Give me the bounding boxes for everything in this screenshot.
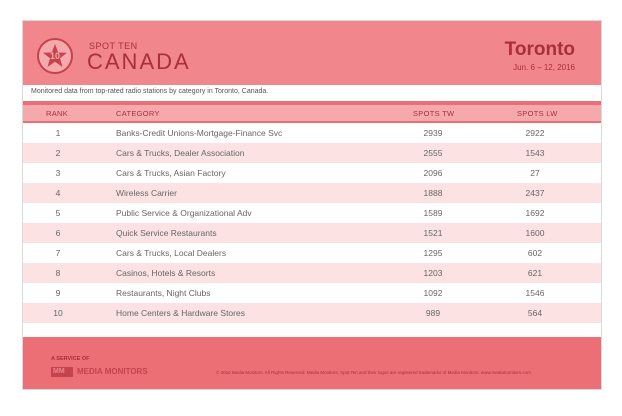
brand-title: CANADA: [87, 49, 191, 74]
header-rank: RANK: [46, 109, 69, 118]
category-cell: Home Centers & Hardware Stores: [116, 308, 245, 318]
category-cell: Banks-Credit Unions-Mortgage-Finance Svc: [116, 128, 283, 138]
header-category: CATEGORY: [116, 109, 160, 118]
spots-lw-cell: 1692: [525, 208, 545, 218]
rank-cell: 5: [55, 208, 61, 218]
rank-cell: 4: [55, 188, 61, 198]
table-row: [23, 223, 601, 243]
spots-tw-cell: 1589: [423, 208, 443, 218]
category-cell: Casinos, Hotels & Resorts: [116, 268, 216, 278]
report-header: [23, 21, 601, 85]
table-row: [23, 283, 601, 303]
spots-tw-cell: 2096: [423, 168, 443, 178]
category-cell: Restaurants, Night Clubs: [116, 288, 211, 298]
rank-cell: 1: [55, 128, 61, 138]
table-row: [23, 263, 601, 283]
table-row: [23, 143, 601, 163]
rank-cell: 2: [55, 148, 61, 158]
category-cell: Quick Service Restaurants: [116, 228, 217, 238]
copyright-text: © 2016 Media Monitors. All Rights Reserved. Media Monitors, Spot Ten and their logos are registered trademarks of Media Monitors. www.mediamonitors.com: [216, 370, 531, 375]
mm-logo-mark: MM: [53, 368, 65, 375]
rank-cell: 3: [55, 168, 61, 178]
spots-tw-cell: 2555: [423, 148, 443, 158]
rank-cell: 8: [55, 268, 61, 278]
spots-lw-cell: 602: [527, 248, 543, 258]
spots-tw-cell: 2939: [423, 128, 443, 138]
table-row: [23, 123, 601, 143]
report-card: [22, 20, 602, 390]
mm-logo-icon: [51, 367, 73, 377]
table-row: [23, 183, 601, 203]
category-cell: Cars & Trucks, Local Dealers: [116, 248, 227, 258]
table-header: [23, 105, 601, 121]
table-body: [23, 123, 601, 323]
mm-logo-text: MEDIA MONITORS: [77, 367, 148, 376]
date-range: Jun. 6 – 12, 2016: [513, 63, 575, 72]
brand-subtitle: SPOT TEN: [89, 41, 138, 51]
spots-lw-cell: 27: [530, 168, 540, 178]
header-spots-lw: SPOTS LW: [517, 109, 558, 118]
spots-tw-cell: 1521: [423, 228, 443, 238]
header-spots-tw: SPOTS TW: [413, 109, 455, 118]
spots-tw-cell: 1888: [423, 188, 443, 198]
category-cell: Wireless Carrier: [116, 188, 177, 198]
category-cell: Cars & Trucks, Dealer Association: [116, 148, 245, 158]
category-cell: Cars & Trucks, Asian Factory: [116, 168, 226, 178]
table-footer-spacer: [23, 323, 601, 337]
spots-tw-cell: 1092: [423, 288, 443, 298]
rank-cell: 7: [55, 248, 61, 258]
table-row: [23, 303, 601, 323]
rank-cell: 9: [55, 288, 61, 298]
spots-lw-cell: 621: [527, 268, 543, 278]
service-label: A SERVICE OF: [51, 356, 90, 362]
spots-lw-cell: 1600: [525, 228, 545, 238]
report-subtitle: Monitored data from top-rated radio stations by category in Toronto, Canada.: [31, 88, 269, 95]
rank-cell: 6: [55, 228, 61, 238]
spots-lw-cell: 2437: [525, 188, 545, 198]
rank-cell: 10: [53, 308, 63, 318]
star-badge-icon: [37, 38, 73, 74]
category-cell: Public Service & Organizational Adv: [116, 208, 252, 218]
spots-lw-cell: 564: [527, 308, 543, 318]
logo-number: 10: [49, 51, 60, 61]
table-row: [23, 243, 601, 263]
spots-lw-cell: 1543: [525, 148, 545, 158]
city-title: Toronto: [504, 39, 575, 60]
table-row: [23, 203, 601, 223]
spots-lw-cell: 1546: [525, 288, 545, 298]
spots-lw-cell: 2922: [525, 128, 545, 138]
spots-tw-cell: 1295: [423, 248, 443, 258]
subtitle-bar: [23, 85, 601, 101]
spots-tw-cell: 1203: [423, 268, 443, 278]
spots-tw-cell: 989: [425, 308, 441, 318]
table-row: [23, 163, 601, 183]
